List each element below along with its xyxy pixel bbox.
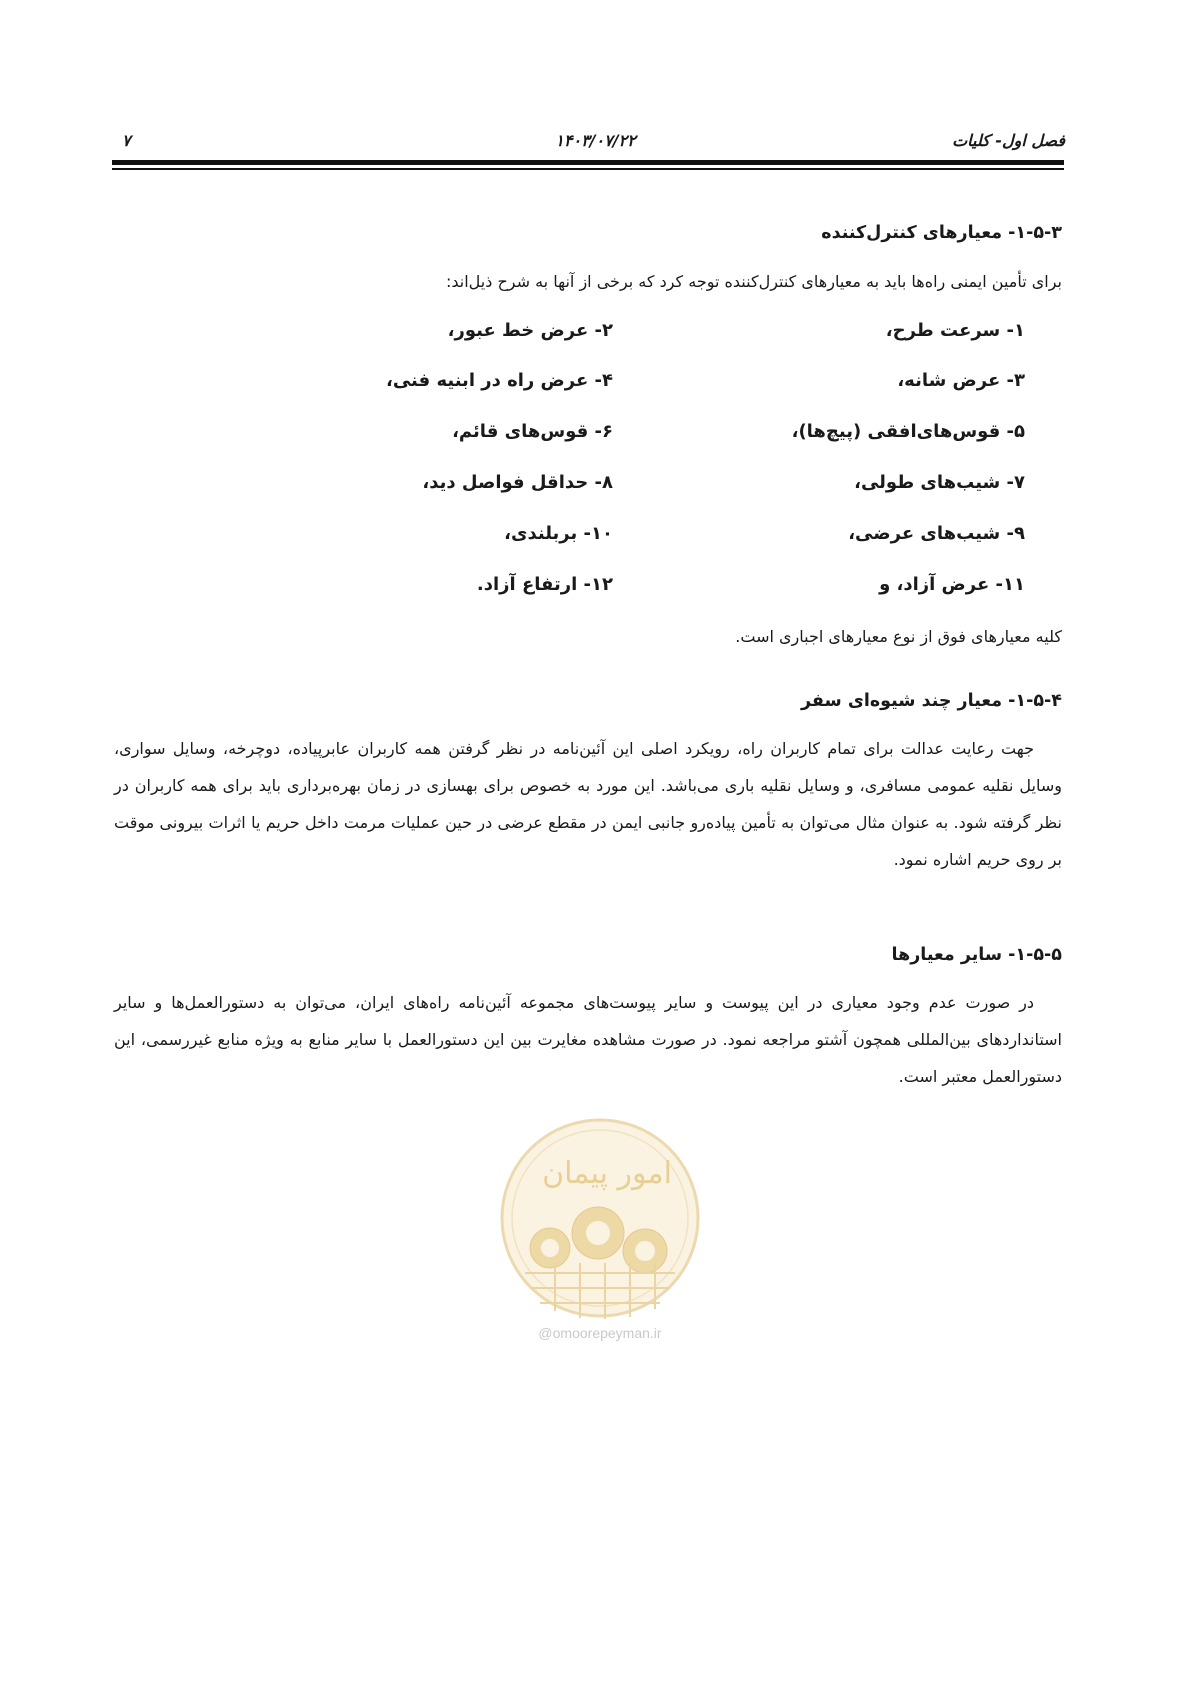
watermark-logo-text: امور پیمان bbox=[542, 1156, 672, 1191]
list-item: ۹- شیب‌های عرضی، bbox=[848, 523, 1025, 544]
section-heading-text: ۱-۵-۵- سایر معیارها bbox=[891, 945, 1062, 965]
section-heading-text: ۱-۵-۴- معیار چند شیوه‌ای سفر bbox=[801, 691, 1062, 711]
running-header-chapter: فصل اول- کلیات bbox=[952, 131, 1065, 150]
list-item: ۱۰- بربلندی، bbox=[504, 523, 613, 544]
body-paragraph: جهت رعایت عدالت برای تمام کاربران راه، رویکرد اصلی این آئین‌نامه در نظر گرفتن همه کاربران عابرپیاده، دوچرخه، وسایل سواری، وسایل نقلیه عمومی مسافری، و وسایل نقلیه باری می‌باشد. این مورد به خصوص برای بهسازی در زمان بهره‌برداری باید برای همه کاربران در نظر گرفته شود. به عنوان مثال می‌توان به تأمین پیاده‌رو جانبی ایمن در مقطع عرضی در حین عملیات مرمت داخل حریم یا اثرات بیرونی موقت بر روی حریم اشاره نمود. bbox=[114, 739, 1062, 869]
page-number: ۷ bbox=[122, 131, 131, 150]
watermark-seal-icon bbox=[495, 1113, 705, 1323]
list-item: ۱- سرعت طرح، bbox=[885, 320, 1025, 341]
section-conclusion bbox=[114, 618, 1062, 655]
list-item: ۱۲- ارتفاع آزاد. bbox=[476, 574, 613, 595]
conclusion-paragraph: کلیه معیارهای فوق از نوع معیارهای اجباری است. bbox=[735, 627, 1062, 646]
list-item: ۶- قوس‌های قائم، bbox=[452, 421, 613, 442]
list-item: ۳- عرض شانه، bbox=[897, 370, 1025, 391]
list-item: ۷- شیب‌های طولی، bbox=[854, 472, 1025, 493]
list-item: ۵- قوس‌های‌افقی (پیچ‌ها)، bbox=[791, 421, 1025, 442]
section-heading-other-criteria bbox=[114, 940, 1062, 970]
intro-paragraph: برای تأمین ایمنی راه‌ها باید به معیارهای کنترل‌کننده توجه کرد که برخی از آنها به شرح ذیل‌اند: bbox=[445, 272, 1062, 291]
list-item: ۱۱- عرض آزاد، و bbox=[879, 574, 1025, 595]
watermark-url: @omoorepeyman.ir bbox=[538, 1325, 662, 1341]
list-item: ۸- حداقل فواصل دید، bbox=[422, 472, 613, 493]
section-heading-multimodal bbox=[114, 686, 1062, 716]
running-header-date: ۱۴۰۳/۰۷/۲۲ bbox=[555, 131, 636, 150]
watermark-logo bbox=[495, 1113, 705, 1341]
section-heading-text: ۱-۵-۳- معیارهای کنترل‌کننده bbox=[821, 223, 1062, 243]
list-item: ۴- عرض راه در ابنیه فنی، bbox=[386, 370, 613, 391]
section-other-criteria-body bbox=[114, 984, 1062, 1095]
body-paragraph: در صورت عدم وجود معیاری در این پیوست و سایر پیوست‌های مجموعه آئین‌نامه راه‌های ایران، می‌توان به دستورالعمل‌ها و سایر استانداردهای بین‌المللی همچون آشتو مراجعه نمود. در صورت مشاهده مغایرت بین این دستورالعمل با سایر منابع به ویژه منابع غیررسمی، این دستورالعمل معتبر است. bbox=[114, 993, 1062, 1086]
section-multimodal-body bbox=[114, 730, 1062, 878]
list-item: ۲- عرض خط عبور، bbox=[447, 320, 613, 341]
